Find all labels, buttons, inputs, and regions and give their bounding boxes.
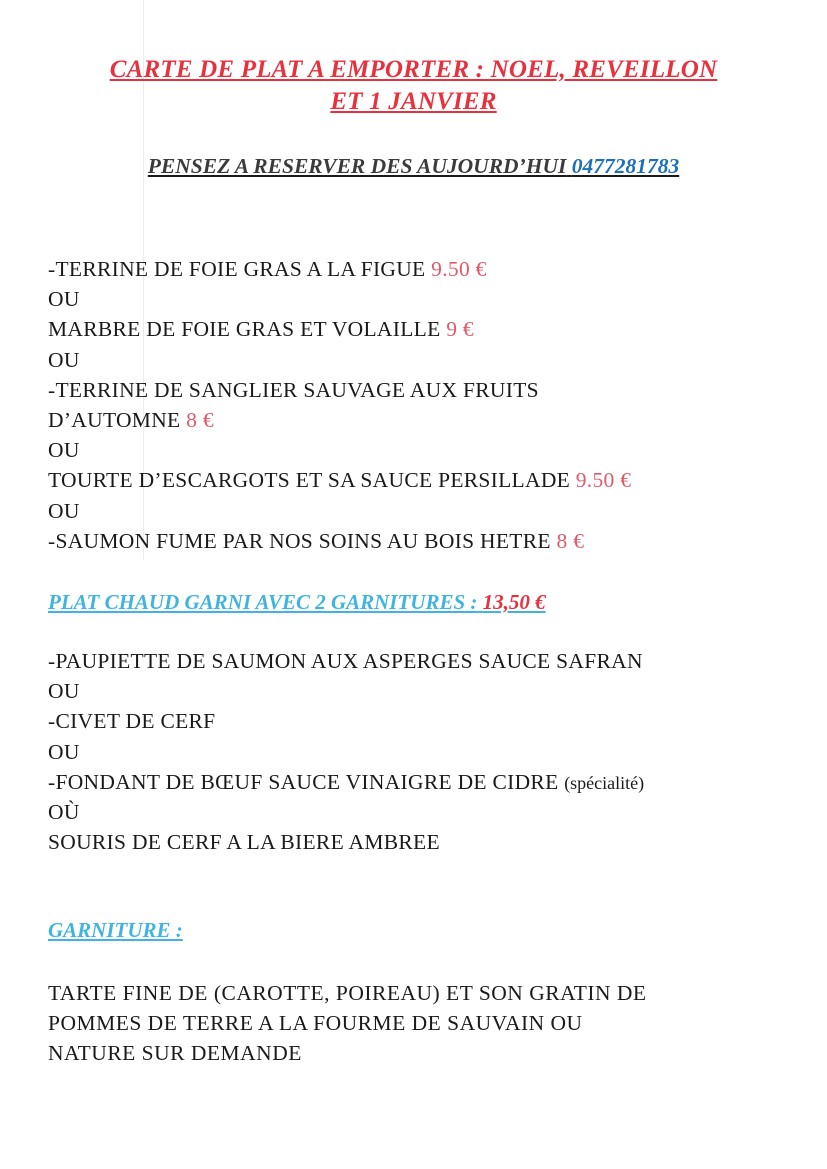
entree-line: -SAUMON FUME PAR NOS SOINS AU BOIS HETRE 8 € xyxy=(48,528,585,553)
garniture-heading: GARNITURE : xyxy=(48,918,183,942)
plat-line: OU xyxy=(48,679,80,704)
entree-line: D’AUTOMNE 8 € xyxy=(48,407,214,432)
plat-chaud-heading: PLAT CHAUD GARNI AVEC 2 GARNITURES : 13,50 € xyxy=(48,590,546,614)
entree-line: -TERRINE DE FOIE GRAS A LA FIGUE 9.50 € xyxy=(48,257,487,281)
garniture-line: TARTE FINE DE (CAROTTE, POIREAU) ET SON GRATIN DE xyxy=(48,981,647,1005)
plat-line: OU xyxy=(48,739,80,764)
page-title xyxy=(0,54,827,118)
entree-price: 9 € xyxy=(446,317,474,342)
entree-line: -TERRINE DE SANGLIER SAUVAGE AUX FRUITS xyxy=(48,377,539,402)
plat-line: -FONDANT DE BŒUF SAUCE VINAIGRE DE CIDRE (spécialité) xyxy=(48,769,645,794)
plat-line: OÙ xyxy=(48,799,80,824)
entree-price: 9.50 € xyxy=(431,257,487,281)
entree-price: 8 € xyxy=(556,528,585,553)
reservation-notice xyxy=(0,152,827,180)
entree-line: OU xyxy=(48,438,80,463)
plat-line: -CIVET DE CERF xyxy=(48,709,216,734)
reservation-text: PENSEZ A RESERVER DES AUJOURD’HUI xyxy=(147,154,567,178)
plat-chaud-list xyxy=(48,646,818,857)
phone-number: 0477281783 xyxy=(571,154,680,178)
entree-line: OU xyxy=(48,287,80,312)
specialite-note: (spécialité) xyxy=(564,772,645,793)
entree-price: 8 € xyxy=(186,407,214,432)
entrees-list xyxy=(48,254,818,556)
title-line-1: CARTE DE PLAT A EMPORTER : NOEL, REVEILLON xyxy=(109,56,718,83)
plat-chaud-price: 13,50 € xyxy=(482,590,546,614)
entree-line: OU xyxy=(48,347,80,372)
title-line-2: ET 1 JANVIER xyxy=(330,88,497,115)
garniture-line: NATURE SUR DEMANDE xyxy=(48,1041,302,1066)
entree-line: OU xyxy=(48,498,80,523)
garniture-line: POMMES DE TERRE A LA FOURME DE SAUVAIN OU xyxy=(48,1011,583,1036)
entree-price: 9.50 € xyxy=(575,468,632,493)
entree-line: TOURTE D’ESCARGOTS ET SA SAUCE PERSILLADE 9.50 € xyxy=(48,468,632,493)
plat-line: -PAUPIETTE DE SAUMON AUX ASPERGES SAUCE SAFRAN xyxy=(48,649,643,673)
entree-line: MARBRE DE FOIE GRAS ET VOLAILLE 9 € xyxy=(48,317,474,342)
plat-line: SOURIS DE CERF A LA BIERE AMBREE xyxy=(48,830,440,855)
garniture-description xyxy=(48,978,808,1069)
